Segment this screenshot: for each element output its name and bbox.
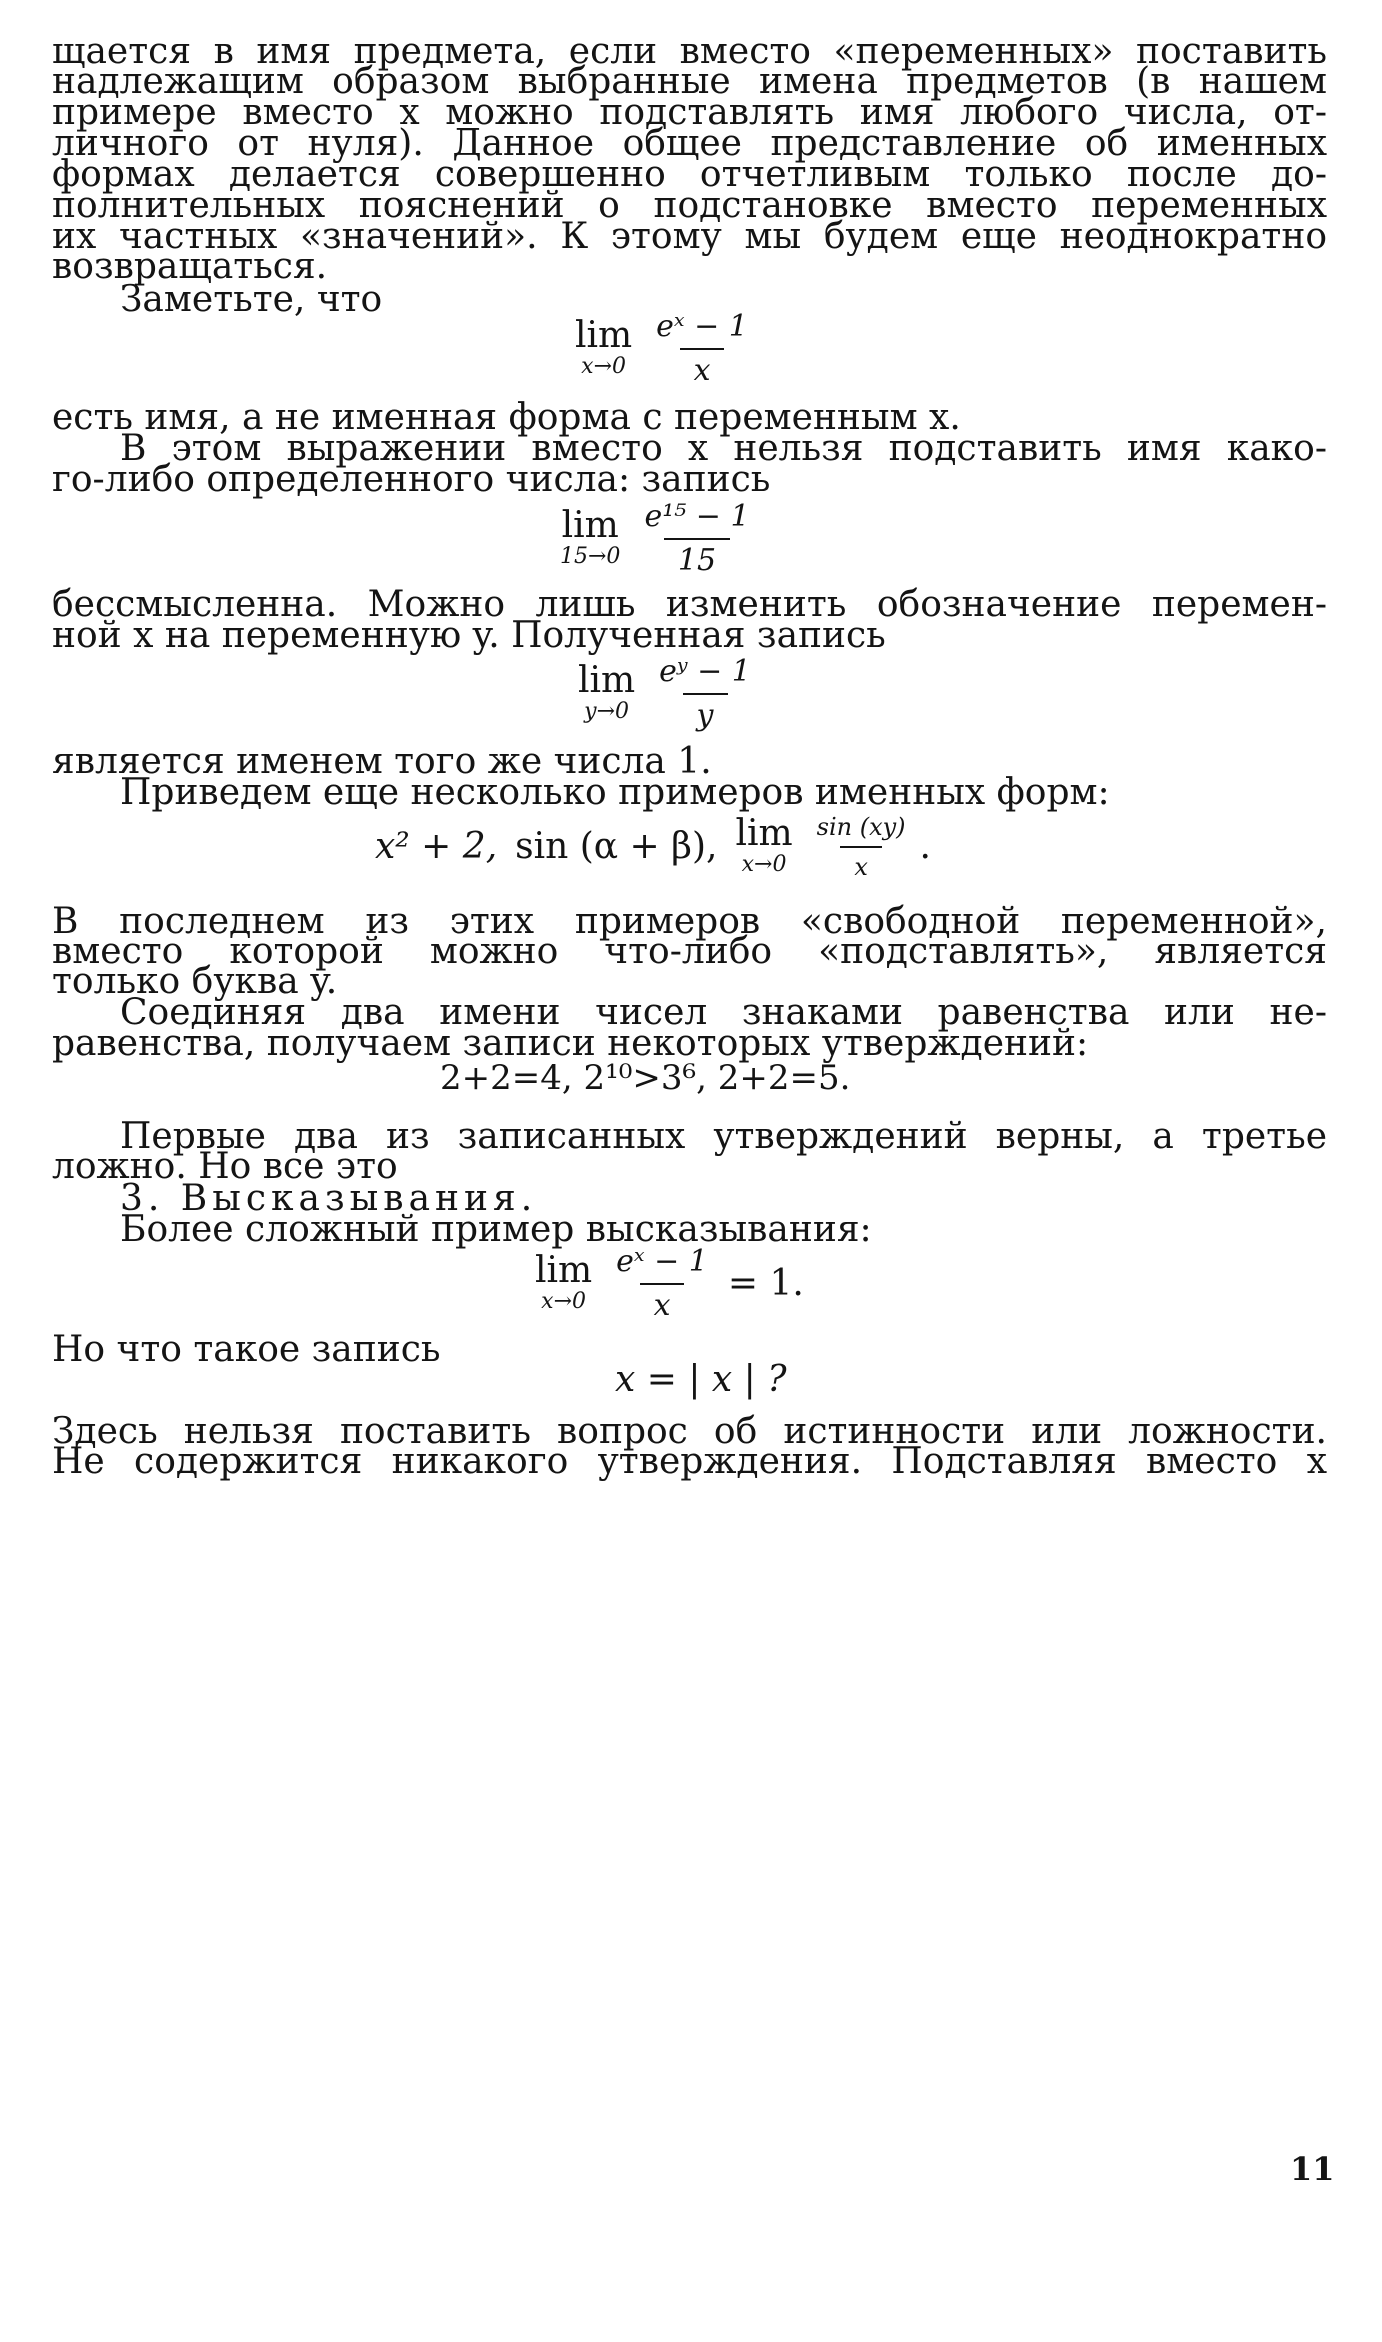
text-line: является именем того же числа 1.: [52, 741, 712, 782]
formula-limit-15: lim 15→0 $\frac{\text{e¹⁵ − 1}}{15}$: [560, 499, 750, 578]
text-line: Более сложный пример высказывания:: [120, 1209, 872, 1250]
text-line: их частных «значений». К этому мы будем еще неоднократно: [52, 216, 1327, 257]
text-line: равенства, получаем записи некоторых утверждений:: [52, 1023, 1089, 1064]
text-line: вместо которой можно что-либо «подставлять», является: [52, 931, 1327, 972]
text-line: только буква y.: [52, 961, 338, 1002]
text-line: полнительных пояснений о подстановке вместо переменных: [52, 185, 1327, 226]
text-line: возвращаться.: [52, 246, 328, 287]
text-line: примере вместо x можно подставлять имя любого числа, от-: [52, 92, 1327, 133]
formula-statements: 2+2=4, 2¹⁰>3⁶, 2+2=5.: [440, 1058, 851, 1098]
formula-limit-equals: lim x→0 $\frac{\text{eˣ − 1}}{x}$ = 1.: [535, 1244, 804, 1323]
text-line: Приведем еще несколько примеров именных форм:: [120, 772, 1110, 813]
text-line: щается в имя предмета, если вместо «переменных» поставить: [52, 31, 1327, 72]
text-line: Не содержится никакого утверждения. Подставляя вместо x: [52, 1441, 1327, 1482]
text-line: бессмысленна. Можно лишь изменить обозначение перемен-: [52, 584, 1327, 625]
text-line: Но что такое запись: [52, 1329, 441, 1370]
text-line: В этом выражении вместо x нельзя подставить имя како-: [120, 428, 1327, 469]
text-line: Заметьте, что: [120, 279, 383, 320]
text-line: формах делается совершенно отчетливым только после до-: [52, 154, 1327, 195]
text-line: Соединяя два имени чисел знаками равенства или не-: [120, 992, 1327, 1033]
text-line: Первые два из записанных утверждений верны, а третье: [120, 1116, 1327, 1157]
text-line: есть имя, а не именная форма с переменным x.: [52, 397, 961, 438]
page-number: 11: [1290, 2150, 1335, 2188]
text-line: В последнем из этих примеров «свободной переменной»,: [52, 901, 1327, 942]
text-line: ной x на переменную y. Полученная запись: [52, 615, 886, 656]
text-line: ложно. Но все это: [52, 1146, 398, 1187]
formula-abs: x = | x | ?: [615, 1359, 787, 1400]
text-line: надлежащим образом выбранные имена предметов (в нашем: [52, 61, 1327, 102]
section-heading: 3. Высказывания.: [120, 1178, 538, 1219]
formula-limit-ex: lim x→0 $\frac{\text{eˣ − 1}}{x}$: [575, 309, 748, 388]
formula-examples: x² + 2, sin (α + β), lim x→0 $\frac{\sin (xy)}{x}$ .: [375, 813, 931, 881]
formula-limit-ey: lim y→0 $\frac{\text{eʸ − 1}}{y}$: [578, 654, 751, 733]
text-line: личного от нуля). Данное общее представление об именных: [52, 123, 1327, 164]
text-line: Здесь нельзя поставить вопрос об истинности или ложности.: [52, 1411, 1327, 1452]
text-line: го-либо определенного числа: запись: [52, 459, 771, 500]
